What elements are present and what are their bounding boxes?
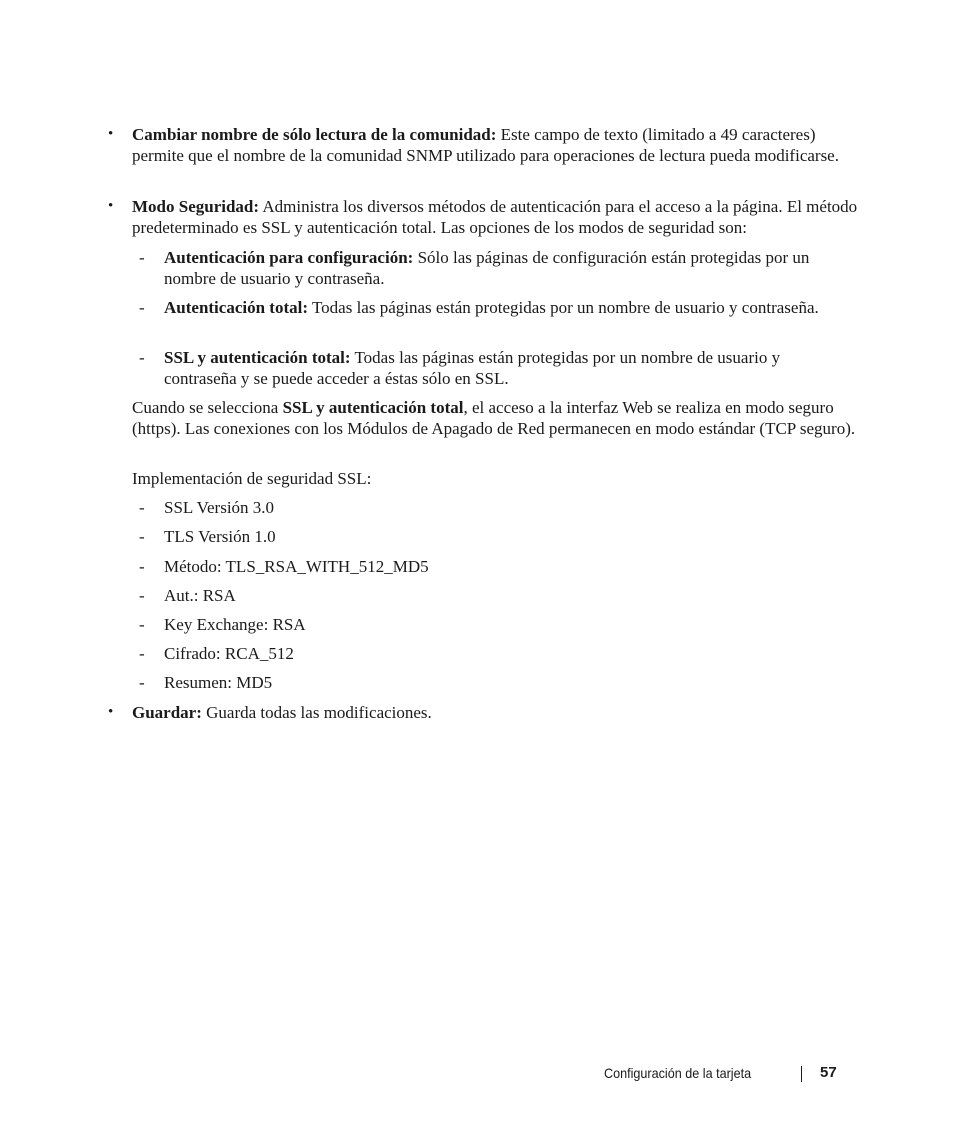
footer-divider bbox=[801, 1066, 802, 1082]
page-footer bbox=[0, 1063, 954, 1085]
ssl-impl-item: Aut.: RSA bbox=[164, 586, 236, 605]
dash-marker: - bbox=[139, 673, 145, 692]
ssl-note-paragraph bbox=[132, 397, 862, 439]
ssl-impl-item: TLS Versión 1.0 bbox=[164, 527, 276, 546]
item-term: Guardar: bbox=[132, 703, 202, 722]
dash-marker: - bbox=[139, 586, 145, 605]
item-term: Cambiar nombre de sólo lectura de la comunidad: bbox=[132, 125, 497, 144]
ssl-impl-item: SSL Versión 3.0 bbox=[164, 498, 275, 517]
ssl-impl-item: Resumen: MD5 bbox=[164, 673, 273, 692]
item-text: Administra los diversos métodos de autenticación para el acceso a la página. El método predeterminado es SSL y autenticación total. Las opciones de los modos de seguridad son: bbox=[132, 197, 858, 237]
page-number: 57 bbox=[820, 1064, 837, 1081]
sub-item-text: Sólo las páginas de configuración están protegidas por un nombre de usuario y contraseña. bbox=[164, 248, 810, 288]
sub-item-ssl-auth bbox=[164, 347, 854, 389]
sub-item-term: Autenticación para configuración: bbox=[164, 248, 414, 267]
list-item-security-mode bbox=[132, 196, 862, 238]
ssl-impl-heading: Implementación de seguridad SSL: bbox=[132, 469, 372, 488]
bullet-marker: • bbox=[108, 198, 114, 214]
dash-marker: - bbox=[139, 644, 145, 663]
item-text: Guarda todas las modificaciones. bbox=[201, 703, 432, 722]
sub-item-total-auth bbox=[164, 297, 854, 318]
item-term: Modo Seguridad: bbox=[132, 197, 260, 216]
ssl-note-term: SSL y autenticación total bbox=[282, 398, 464, 417]
bullet-marker: • bbox=[108, 126, 114, 142]
bullet-marker: • bbox=[108, 704, 114, 720]
list-item-community-name bbox=[132, 124, 862, 166]
ssl-impl-item: Key Exchange: RSA bbox=[164, 615, 306, 634]
list-item-save bbox=[132, 702, 862, 723]
item-text: Este campo de texto (limitado a 49 caracteres) permite que el nombre de la comunidad SNMP utilizado para operaciones de lectura pueda modificarse. bbox=[132, 125, 839, 165]
sub-item-term: SSL y autenticación total: bbox=[164, 348, 351, 367]
dash-marker: - bbox=[139, 498, 145, 517]
ssl-impl-item: Método: TLS_RSA_WITH_512_MD5 bbox=[164, 557, 429, 576]
sub-item-config-auth bbox=[164, 247, 854, 289]
dash-marker: - bbox=[139, 348, 145, 367]
footer-section-title: Configuración de la tarjeta bbox=[604, 1065, 752, 1081]
dash-marker: - bbox=[139, 298, 145, 317]
ssl-impl-item: Cifrado: RCA_512 bbox=[164, 644, 294, 663]
sub-item-text: Todas las páginas están protegidas por un nombre de usuario y contraseña. bbox=[308, 298, 819, 317]
ssl-note-after: , el acceso a la interfaz Web se realiza en modo seguro (https). Las conexiones con los Módulos de Apagado de Red permanecen en modo estándar (TCP seguro). bbox=[132, 398, 856, 438]
sub-item-term: Autenticación total: bbox=[164, 298, 309, 317]
dash-marker: - bbox=[139, 615, 145, 634]
dash-marker: - bbox=[139, 527, 145, 546]
dash-marker: - bbox=[139, 557, 145, 576]
sub-item-text: Todas las páginas están protegidas por un nombre de usuario y contraseña y se puede acceder a éstas sólo en SSL. bbox=[164, 348, 781, 388]
dash-marker: - bbox=[139, 248, 145, 267]
ssl-note-before: Cuando se selecciona bbox=[132, 398, 283, 417]
